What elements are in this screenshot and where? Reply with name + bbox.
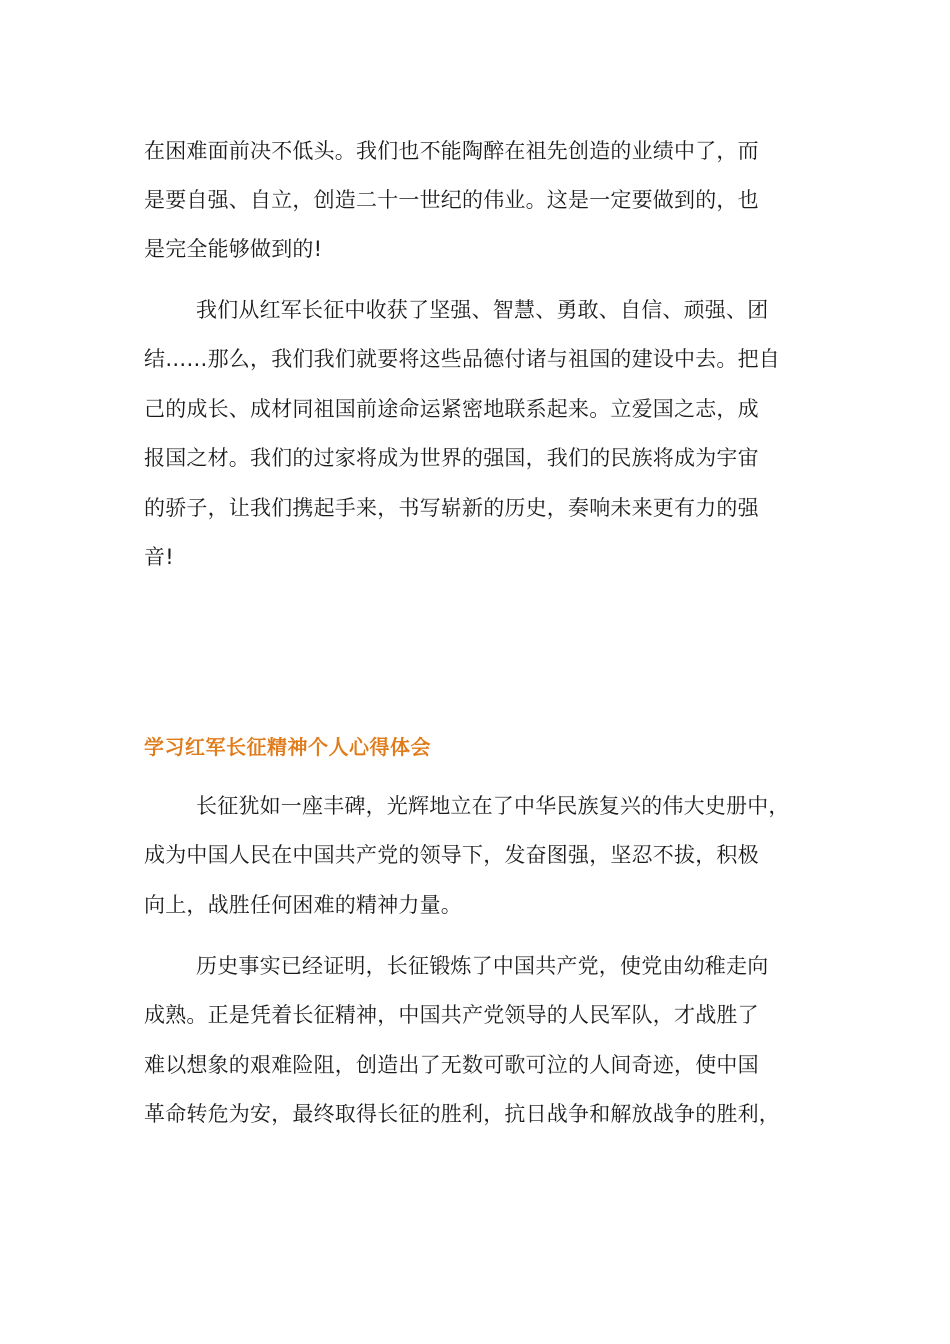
paragraph-line: 己的成长、成材同祖国前途命运紧密地联系起来。立爱国之志，成: [144, 397, 759, 421]
paragraph-line: 报国之材。我们的过家将成为世界的强国，我们的民族将成为宇宙: [144, 446, 759, 470]
paragraph-line: 成熟。正是凭着长征精神，中国共产党领导的人民军队，才战胜了: [144, 1003, 759, 1027]
paragraph-line: 革命转危为安，最终取得长征的胜利，抗日战争和解放战争的胜利，: [144, 1102, 780, 1126]
section-heading: 学习红军长征精神个人心得体会: [144, 735, 431, 759]
paragraph-line: 在困难面前决不低头。我们也不能陶醉在祖先创造的业绩中了，而: [144, 139, 759, 163]
paragraph-line: 成为中国人民在中国共产党的领导下，发奋图强，坚忍不拔，积极: [144, 843, 759, 867]
paragraph-line: 向上，战胜任何困难的精神力量。: [144, 893, 462, 917]
paragraph-line: 音!: [144, 545, 174, 569]
paragraph-line: 的骄子，让我们携起手来，书写崭新的历史，奏响未来更有力的强: [144, 496, 759, 520]
paragraph-line: 是要自强、自立，创造二十一世纪的伟业。这是一定要做到的，也: [144, 188, 759, 212]
paragraph-line: 历史事实已经证明，长征锻炼了中国共产党，使党由幼稚走向: [196, 954, 769, 978]
paragraph-line: 是完全能够做到的!: [144, 237, 323, 261]
paragraph-line: 难以想象的艰难险阻，创造出了无数可歌可泣的人间奇迹，使中国: [144, 1053, 759, 1077]
paragraph-line: 结……那么，我们我们就要将这些品德付诸与祖国的建设中去。把自: [144, 347, 780, 371]
paragraph-line: 长征犹如一座丰碑，光辉地立在了中华民族复兴的伟大史册中，: [196, 794, 790, 818]
paragraph-line: 我们从红军长征中收获了坚强、智慧、勇敢、自信、顽强、团: [196, 298, 769, 322]
